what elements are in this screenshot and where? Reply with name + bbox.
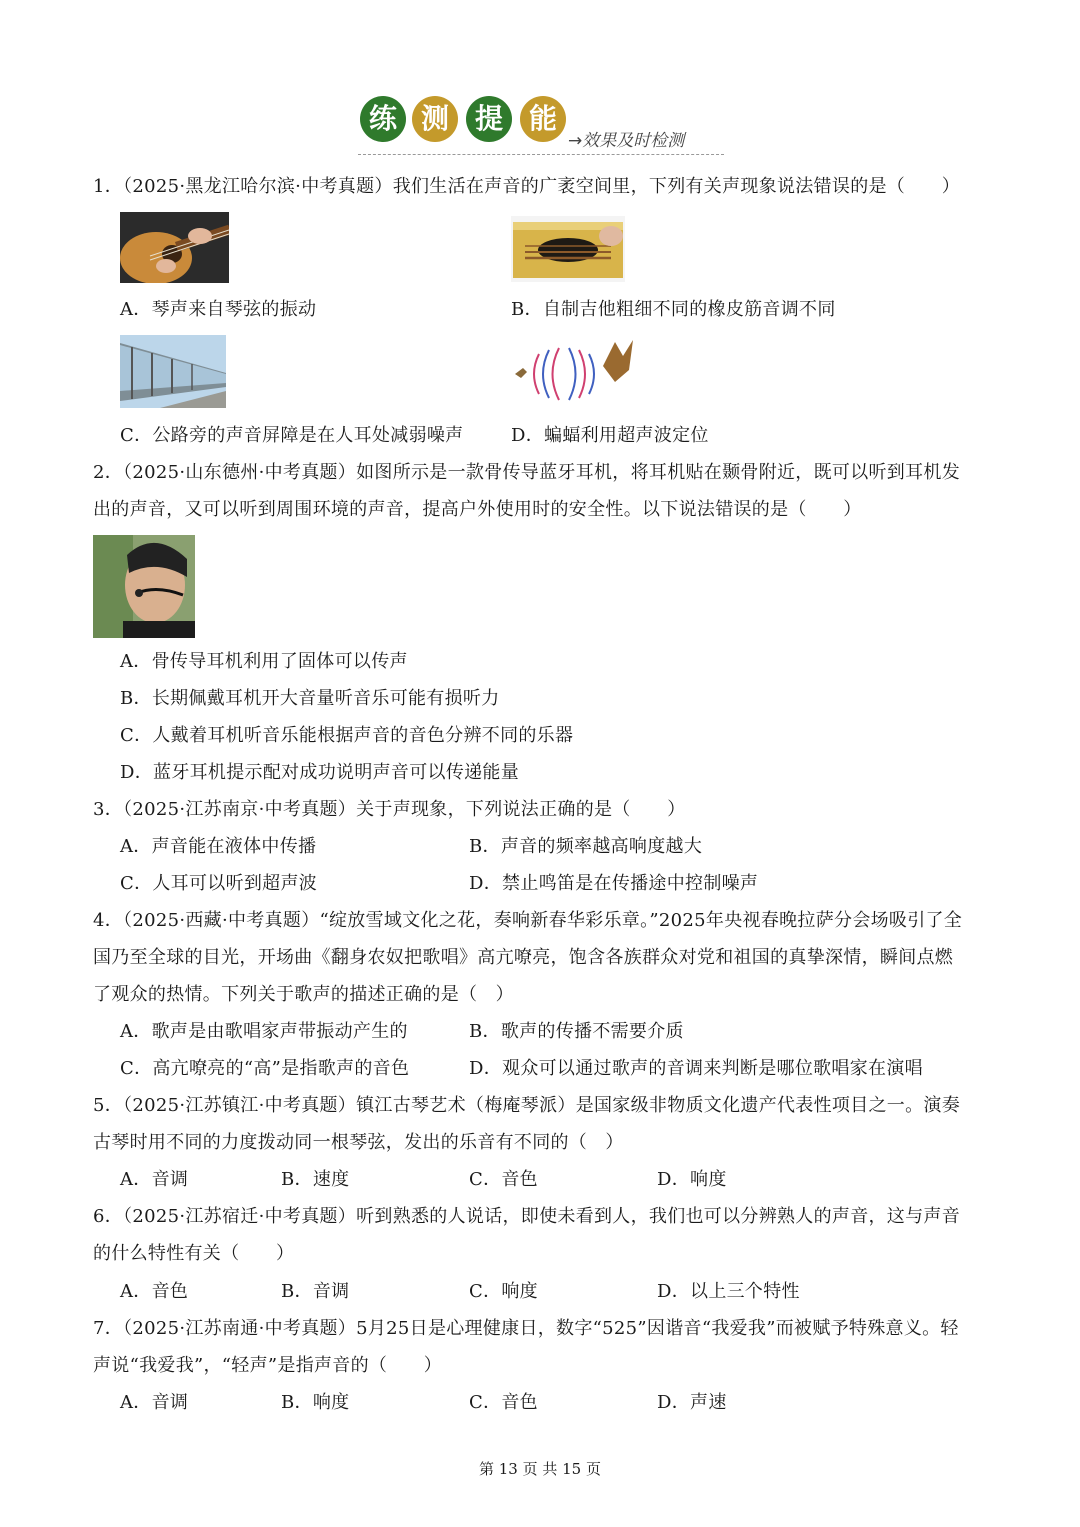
q5-option-b: B．速度 [281, 1169, 350, 1190]
q5-option-a: A．音调 [120, 1169, 189, 1190]
header-badge-1: 练 [360, 96, 406, 142]
header-subtitle: →效果及时检测 [568, 131, 685, 151]
guitar-image [120, 212, 229, 283]
bone-conduction-headphone-image [93, 535, 195, 638]
q3-option-b: B．声音的频率越高响度越大 [469, 836, 703, 857]
q5-stem-line-2: 古琴时用不同的力度拨动同一根琴弦，发出的乐音有不同的（ ） [93, 1132, 624, 1153]
q7-option-c: C．音色 [469, 1392, 538, 1413]
q5-option-c: C．音色 [469, 1169, 538, 1190]
q5-option-d: D．响度 [657, 1169, 727, 1190]
q7-stem-line-2: 声说“我爱我”，“轻声”是指声音的（ ） [93, 1355, 443, 1376]
header-badge-4: 能 [520, 96, 566, 142]
q5-stem-line-1: 5．（2025·江苏镇江·中考真题）镇江古琴艺术（梅庵琴派）是国家级非物质文化遗产代表性项目之一。演奏 [93, 1095, 960, 1116]
q4-option-b: B．歌声的传播不需要介质 [469, 1021, 684, 1042]
header-badge-3: 提 [466, 96, 512, 142]
q7-option-a: A．音调 [120, 1392, 189, 1413]
q1-option-a: A．琴声来自琴弦的振动 [120, 299, 317, 320]
q2-option-d: D．蓝牙耳机提示配对成功说明声音可以传递能量 [120, 762, 520, 783]
q2-stem-line-2: 出的声音，又可以听到周围环境的声音，提高户外使用时的安全性。以下说法错误的是（ ） [93, 499, 862, 520]
q4-option-a: A．歌声是由歌唱家声带振动产生的 [120, 1021, 408, 1042]
bat-ultrasound-image [511, 336, 641, 408]
homemade-guitar-image [511, 216, 625, 282]
q2-option-b: B．长期佩戴耳机开大音量听音乐可能有损听力 [120, 688, 500, 709]
q2-stem-line-1: 2．（2025·山东德州·中考真题）如图所示是一款骨传导蓝牙耳机，将耳机贴在颞骨附近，既可以听到耳机发 [93, 462, 960, 483]
header-badge-2: 测 [412, 96, 458, 142]
q4-stem-line-2: 国乃至全球的目光，开场曲《翻身农奴把歌唱》高亢嘹亮，饱含各族群众对党和祖国的真挚深情，瞬间点燃 [93, 947, 954, 968]
page-number-footer: 第 13 页 共 15 页 [478, 1460, 601, 1478]
q3-option-a: A．声音能在液体中传播 [120, 836, 317, 857]
q2-option-a: A．骨传导耳机利用了固体可以传声 [120, 651, 408, 672]
q1-option-c: C．公路旁的声音屏障是在人耳处减弱噪声 [120, 425, 464, 446]
q7-stem-line-1: 7．（2025·江苏南通·中考真题）5月25日是心理健康日，数字“525”因谐音“我爱我”而被赋予特殊意义。轻 [93, 1318, 959, 1339]
q6-option-b: B．音调 [281, 1281, 350, 1302]
q4-stem-line-3: 了观众的热情。下列关于歌声的描述正确的是（ ） [93, 984, 514, 1005]
header-divider [358, 154, 724, 155]
sound-barrier-image [120, 335, 226, 408]
q6-option-c: C．响度 [469, 1281, 538, 1302]
q2-option-c: C．人戴着耳机听音乐能根据声音的音色分辨不同的乐器 [120, 725, 574, 746]
q7-option-d: D．声速 [657, 1392, 727, 1413]
q6-option-d: D．以上三个特性 [657, 1281, 800, 1302]
q3-option-d: D．禁止鸣笛是在传播途中控制噪声 [469, 873, 759, 894]
q4-option-d: D．观众可以通过歌声的音调来判断是哪位歌唱家在演唱 [469, 1058, 923, 1079]
q3-stem: 3．（2025·江苏南京·中考真题）关于声现象，下列说法正确的是（ ） [93, 799, 686, 820]
q1-option-b: B．自制吉他粗细不同的橡皮筋音调不同 [511, 299, 836, 320]
q3-option-c: C．人耳可以听到超声波 [120, 873, 318, 894]
q1-option-d: D．蝙蝠利用超声波定位 [511, 425, 709, 446]
q7-option-b: B．响度 [281, 1392, 350, 1413]
q6-stem-line-1: 6．（2025·江苏宿迁·中考真题）听到熟悉的人说话，即使未看到人，我们也可以分辨熟人的声音，这与声音 [93, 1206, 960, 1227]
q4-stem-line-1: 4．（2025·西藏·中考真题）“绽放雪域文化之花，奏响新春华彩乐章。”2025年央视春晚拉萨分会场吸引了全 [93, 910, 963, 931]
q1-stem: 1．（2025·黑龙江哈尔滨·中考真题）我们生活在声音的广袤空间里，下列有关声现象说法错误的是（ ） [93, 176, 960, 197]
q6-option-a: A．音色 [120, 1281, 189, 1302]
q6-stem-line-2: 的什么特性有关（ ） [93, 1243, 295, 1264]
q4-option-c: C．高亢嘹亮的“高”是指歌声的音色 [120, 1058, 410, 1079]
